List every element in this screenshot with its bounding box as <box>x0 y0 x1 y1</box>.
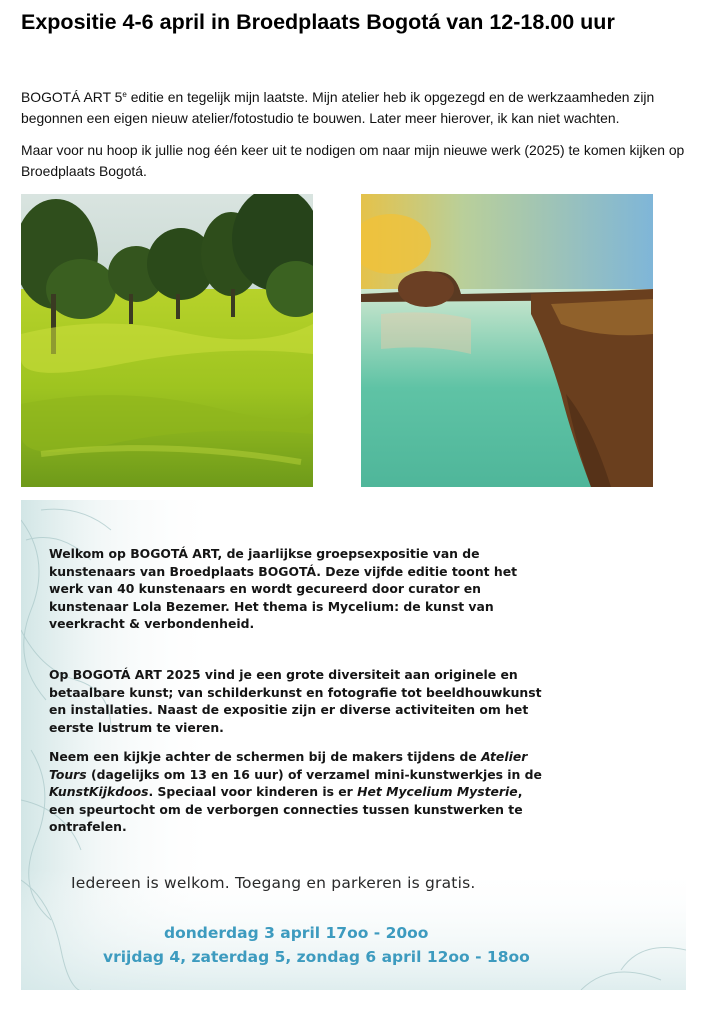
activities-text-d: , een speurtocht om de verborgen connecties tussen kunstwerken te ontrafelen. <box>49 784 523 835</box>
intro-paragraph-2: Maar voor nu hoop ik jullie nog één keer uit te nodigen om naar mijn nieuwe werk (2025) te komen kijken op Broedplaats Bogotá. <box>21 142 685 179</box>
intro-p1-rest: editie en tegelijk mijn laatste. Mijn atelier heb ik opgezegd en de werkzaamheden zijn begonnen een eigen nieuw atelier/fotostudio te bouwen. Later meer hierover, ik kan niet wachten. <box>21 89 655 126</box>
schedule-thursday-day: donderdag 3 april <box>164 924 321 942</box>
intro-paragraph-1 <box>21 87 686 129</box>
schedule-weekend-time: 12oo - 18oo <box>426 948 530 966</box>
painting-trees-field <box>21 194 313 487</box>
activities-text-a: Neem een kijkje achter de schermen bij de makers tijdens de <box>49 749 482 764</box>
schedule-thursday <box>164 924 428 942</box>
mycelium-mysterie-label: Het Mycelium Mysterie <box>357 784 518 800</box>
schedule-weekend <box>103 948 530 966</box>
activities-text-b: (dagelijks om 13 en 16 uur) of verzamel mini-kunstwerkjes in de <box>86 766 542 782</box>
intro-p1-superscript: e <box>122 90 127 99</box>
trees-field-image <box>21 194 313 487</box>
atelier-tours-label: Atelier Tours <box>49 749 528 782</box>
page-title: Expositie 4-6 april in Broedplaats Bogotá van 12-18.00 uur <box>21 10 615 34</box>
painting-river-landscape <box>361 194 653 487</box>
poster-paragraph-activities <box>49 748 549 836</box>
poster-paragraph-welcome: Welkom op BOGOTÁ ART, de jaarlijkse groepsexpositie van de kunstenaars van Broedplaats BOGOTÁ. Deze vijfde editie toont het werk van 40 kunstenaars en wordt gecureerd door curator en kunstenaar Lola Bezemer. Het thema is Mycelium: de kunst van veerkracht & verbondenheid. <box>49 546 518 632</box>
poster-paragraph-diversity: Op BOGOTÁ ART 2025 vind je een grote diversiteit aan originele en betaalbare kunst; van schilderkunst en fotografie tot beeldhouwkunst en installaties. Naast de expositie zijn er diverse activiteiten om het eerste lustrum te vieren. <box>49 667 542 735</box>
schedule-weekend-days: vrijdag 4, zaterdag 5, zondag 6 april <box>103 948 422 966</box>
welcome-free-entry: Iedereen is welkom. Toegang en parkeren is gratis. <box>71 874 476 892</box>
kunstkijkdoos-label: KunstKijkdoos <box>49 784 149 800</box>
intro-p1-start: BOGOTÁ ART 5 <box>21 89 123 105</box>
activities-text-c: . Speciaal voor kinderen is er <box>148 784 358 800</box>
river-landscape-image <box>361 194 653 487</box>
event-poster <box>21 500 686 990</box>
schedule-thursday-time: 17oo - 20oo <box>325 924 429 942</box>
